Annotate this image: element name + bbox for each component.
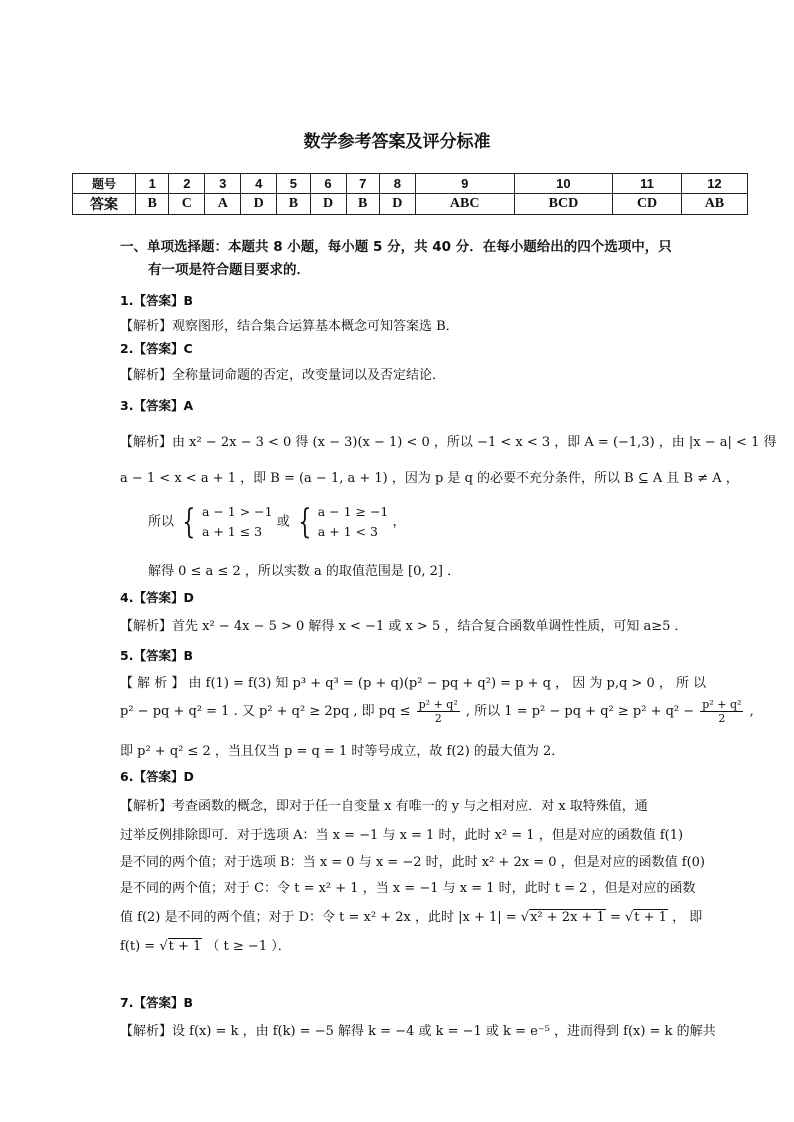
q6-analysis-line2: 过举反例排除即可．对于选项 A：当 x = −1 与 x = 1 时，此时 x² = 1 ，但是对应的函数值 f(1) — [120, 828, 684, 843]
q1-analysis: 【解析】观察图形，结合集合运算基本概念可知答案选 B． — [120, 319, 459, 334]
table-cell: 4 — [241, 174, 277, 194]
q6-answer: 6.【答案】D — [120, 769, 194, 784]
fraction: $\frac{\text{p² + q²}}{2}$ — [418, 698, 458, 725]
table-row-answers — [73, 194, 748, 215]
q7-answer: 7.【答案】B — [120, 995, 193, 1010]
table-cell: 8 — [379, 174, 415, 194]
table-cell: 3 — [205, 174, 241, 194]
q3-conclusion: 解得 0 ≤ a ≤ 2 ，所以实数 a 的取值范围是 [0, 2] ． — [148, 564, 461, 579]
table-cell: D — [241, 194, 277, 215]
section-heading-line1: 一、单项选择题：本题共 8 小题，每小题 5 分，共 40 分．在每小题给出的四个选项中，只 — [120, 239, 672, 255]
table-cell: BCD — [514, 194, 613, 215]
q1-answer: 1.【答案】B — [120, 293, 193, 308]
q7-analysis-line1: 【解析】设 f(x) = k ，由 f(k) = −5 解得 k = −4 或 k = −1 或 k = e⁻⁵ ，进而得到 f(x) = k 的解共 — [120, 1024, 716, 1039]
table-cell: D — [379, 194, 415, 215]
table-cell: C — [169, 194, 205, 215]
q3-answer: 3.【答案】A — [120, 398, 194, 413]
table-cell: B — [277, 194, 310, 215]
page-title: 数学参考答案及评分标准 — [303, 132, 491, 152]
table-cell: A — [205, 194, 241, 215]
q6-analysis-line5: 值 f(2) 是不同的两个值；对于 D：令 t = x² + 2x ，此时 |x + 1| = √x² + 2x + 1 = √t + 1 ， 即 — [120, 910, 703, 925]
table-cell: 5 — [277, 174, 310, 194]
q6-analysis-line6: f(t) = √t + 1 （ t ≥ −1 ）． — [120, 939, 291, 954]
q3-system-2: a − 1 ≥ −1 a + 1 < 3 — [317, 504, 389, 539]
table-cell: ABC — [415, 194, 514, 215]
answer-table — [72, 173, 748, 215]
table-cell: B — [346, 194, 379, 215]
q3-or: 或 — [276, 514, 290, 530]
table-cell: B — [136, 194, 169, 215]
table-cell: 2 — [169, 174, 205, 194]
q3-system-1: a − 1 > −1 a + 1 ≤ 3 — [201, 504, 273, 539]
q3-analysis-line1: 【解析】由 x² − 2x − 3 < 0 得 (x − 3)(x − 1) < 0 ，所以 −1 < x < 3 ，即 A = (−1,3) ，由 |x − a| < 1 得 — [120, 435, 777, 450]
q6-analysis-line3: 是不同的两个值；对于选项 B：当 x = 0 与 x = −2 时，此时 x² + 2x = 0 ，但是对应的函数值 f(0) — [120, 855, 705, 870]
row-header-answer: 答案 — [73, 194, 136, 215]
q6-analysis-line1: 【解析】考查函数的概念，即对于任一自变量 x 有唯一的 y 与之相对应．对 x 取特殊值，通 — [120, 799, 648, 814]
section-heading — [120, 236, 680, 282]
table-cell: AB — [681, 194, 747, 215]
table-cell: 10 — [514, 174, 613, 194]
table-cell: 7 — [346, 174, 379, 194]
table-cell: D — [310, 194, 346, 215]
q2-answer: 2.【答案】C — [120, 341, 193, 356]
brace-icon: { — [182, 502, 196, 542]
row-header-number: 题号 — [73, 174, 136, 194]
table-cell: 12 — [681, 174, 747, 194]
q3-system: 所以 { a − 1 > −1 a + 1 ≤ 3 或 { a − 1 ≥ −1 a + 1 < 3 ， — [148, 502, 406, 542]
table-cell: 1 — [136, 174, 169, 194]
q5-answer: 5.【答案】B — [120, 648, 193, 663]
q5-analysis-line2: p² − pq + q² = 1 . 又 p² + q² ≥ 2pq , 即 pq ≤ $\frac{\text{p² + q²}}{2}$ , 所以 1 = p² − pq + q² ≥ p² + q² − $\frac{\text{p² + q²}}{2}$ , — [120, 698, 754, 725]
section-heading-line2: 有一项是符合题目要求的． — [148, 262, 310, 278]
table-row-numbers — [73, 174, 748, 194]
fraction: $\frac{\text{p² + q²}}{2}$ — [702, 698, 742, 725]
table-cell: CD — [613, 194, 682, 215]
table-cell: 9 — [415, 174, 514, 194]
q6-analysis-line4: 是不同的两个值；对于 C：令 t = x² + 1 ，当 x = −1 与 x = 1 时，此时 t = 2 ，但是对应的函数 — [120, 881, 696, 896]
brace-icon: { — [298, 502, 312, 542]
q5-analysis-line3: 即 p² + q² ≤ 2 ，当且仅当 p = q = 1 时等号成立，故 f(2) 的最大值为 2． — [120, 744, 565, 759]
q3-system-prefix: 所以 — [148, 514, 175, 530]
q4-analysis: 【解析】首先 x² − 4x − 5 > 0 解得 x < −1 或 x > 5 ，结合复合函数单调性性质，可知 a≥5 ． — [120, 619, 688, 634]
table-cell: 11 — [613, 174, 682, 194]
q4-answer: 4.【答案】D — [120, 590, 194, 605]
q2-analysis: 【解析】全称量词命题的否定，改变量词以及否定结论． — [120, 368, 446, 383]
q3-analysis-line2: a − 1 < x < a + 1 ，即 B = (a − 1, a + 1) ，因为 p 是 q 的必要不充分条件，所以 B ⊆ A 且 B ≠ A ， — [120, 471, 739, 486]
table-cell: 6 — [310, 174, 346, 194]
q5-analysis-line1: 【 解 析 】 由 f(1) = f(3) 知 p³ + q³ = (p + q)(p² − pq + q²) = p + q ， 因 为 p,q > 0 ， 所 以 — [120, 676, 707, 691]
